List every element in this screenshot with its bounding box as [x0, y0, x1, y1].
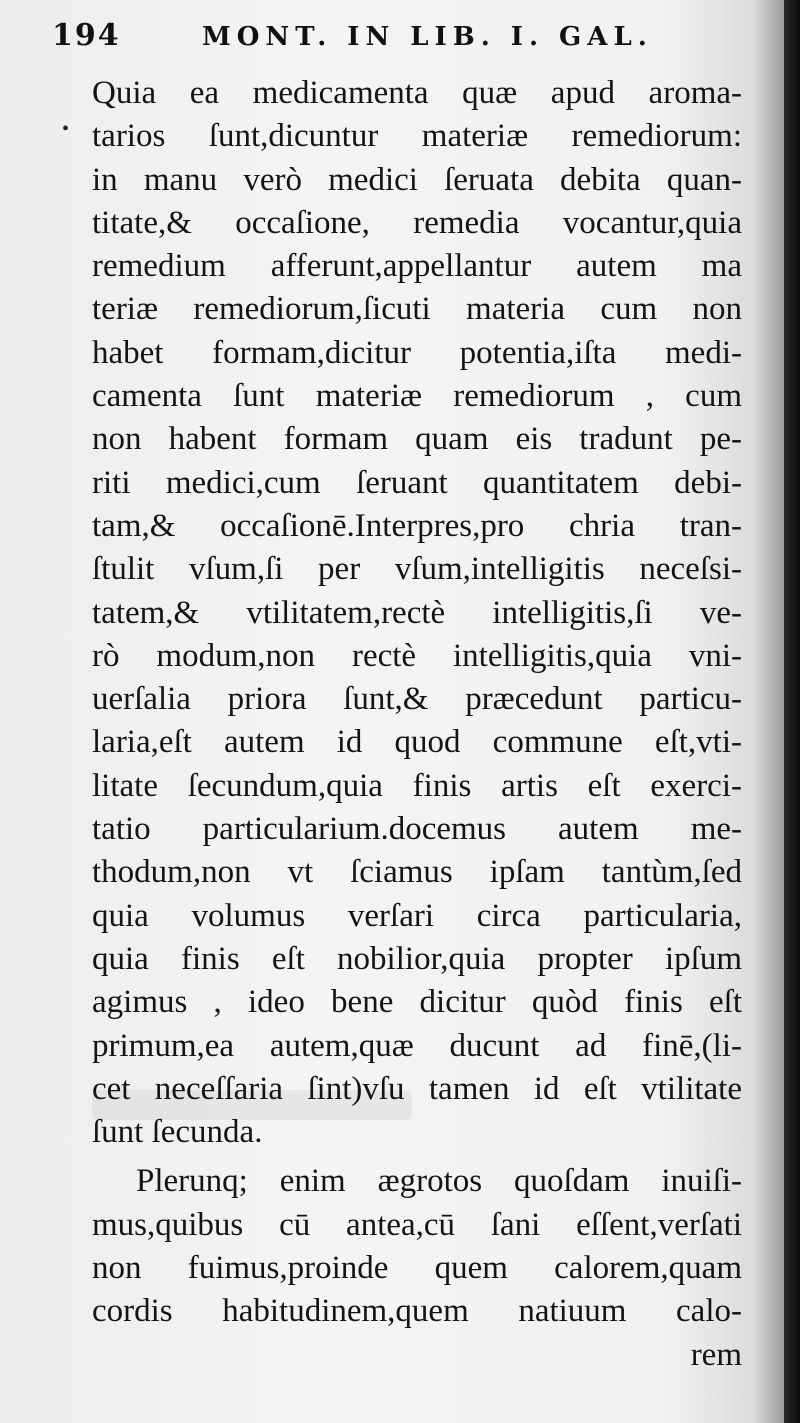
text-line: Quia ea medicamenta quæ apud aroma- — [92, 75, 742, 111]
text-line: ſtulit vſum,ſi per vſum,intelligitis neceſsi- — [92, 551, 742, 588]
text-line: tam,& occaſionē.Interpres,pro chria tran- — [92, 507, 742, 544]
text-line: Plerunq; enim ægrotos quoſdam inuiſi- — [136, 1163, 742, 1200]
paragraph-2 — [92, 1160, 742, 1333]
text-line: cet neceſſaria ſint)vſu tamen id eſt vtilitate — [92, 1070, 742, 1107]
text-line: litate ſecundum,quia finis artis eſt exerci- — [92, 767, 742, 804]
text-line: habet formam,dicitur potentia,iſta medi- — [92, 334, 742, 371]
text-line: non fuimus,proinde quem calorem,quam — [92, 1250, 742, 1287]
text-line: titate,& occaſione, remedia vocantur,quia — [92, 204, 742, 241]
text-line: rò modum,non rectè intelligitis,quia vni- — [92, 637, 742, 674]
page-number: 194 — [52, 18, 121, 53]
text-line: non habent formam quam eis tradunt pe- — [92, 421, 742, 458]
margin-dot-mark: • — [62, 118, 70, 140]
text-line: agimus , ideo bene dicitur quòd finis eſt — [92, 984, 742, 1021]
text-line: uerſalia priora ſunt,& præcedunt particu- — [92, 681, 742, 718]
text-line: tatio particularium.docemus autem me- — [92, 811, 742, 848]
running-title: MONT. IN LIB. I. GAL. — [202, 22, 653, 52]
text-line: tatem,& vtilitatem,rectè intelligitis,ſi ve- — [92, 594, 742, 631]
text-line: quia finis eſt nobilior,quia propter ipſum — [92, 940, 742, 977]
text-line: quia volumus verſari circa particularia, — [92, 897, 742, 934]
text-line: teriæ remediorum,ſicuti materia cum non — [92, 291, 742, 328]
text-line: cordis habitudinem,quem natiuum calo- — [92, 1293, 742, 1330]
text-line: primum,ea autem,quæ ducunt ad finē,(li- — [92, 1027, 742, 1064]
text-line: mus,quibus cū antea,cū ſani eſſent,verſati — [92, 1206, 742, 1243]
page-gutter-shadow — [784, 0, 800, 1423]
text-line: riti medici,cum ſeruant quantitatem debi- — [92, 464, 742, 501]
running-head — [52, 18, 752, 62]
body-text — [92, 72, 742, 1377]
text-line: thodum,non vt ſciamus ipſam tantùm,ſed — [92, 854, 742, 891]
text-line: remedium afferunt,appellantur autem ma — [92, 248, 742, 285]
text-line: laria,eſt autem id quod commune eſt,vti- — [92, 724, 742, 761]
text-line: tarios ſunt,dicuntur materiæ remediorum: — [92, 118, 742, 155]
catchword: rem — [690, 1336, 742, 1373]
paragraph-1 — [92, 72, 742, 1154]
text-line: camenta ſunt materiæ remediorum , cum — [92, 378, 742, 415]
text-line: ſunt ſecunda. — [92, 1114, 263, 1151]
text-line: in manu verò medici ſeruata debita quan- — [92, 161, 742, 198]
